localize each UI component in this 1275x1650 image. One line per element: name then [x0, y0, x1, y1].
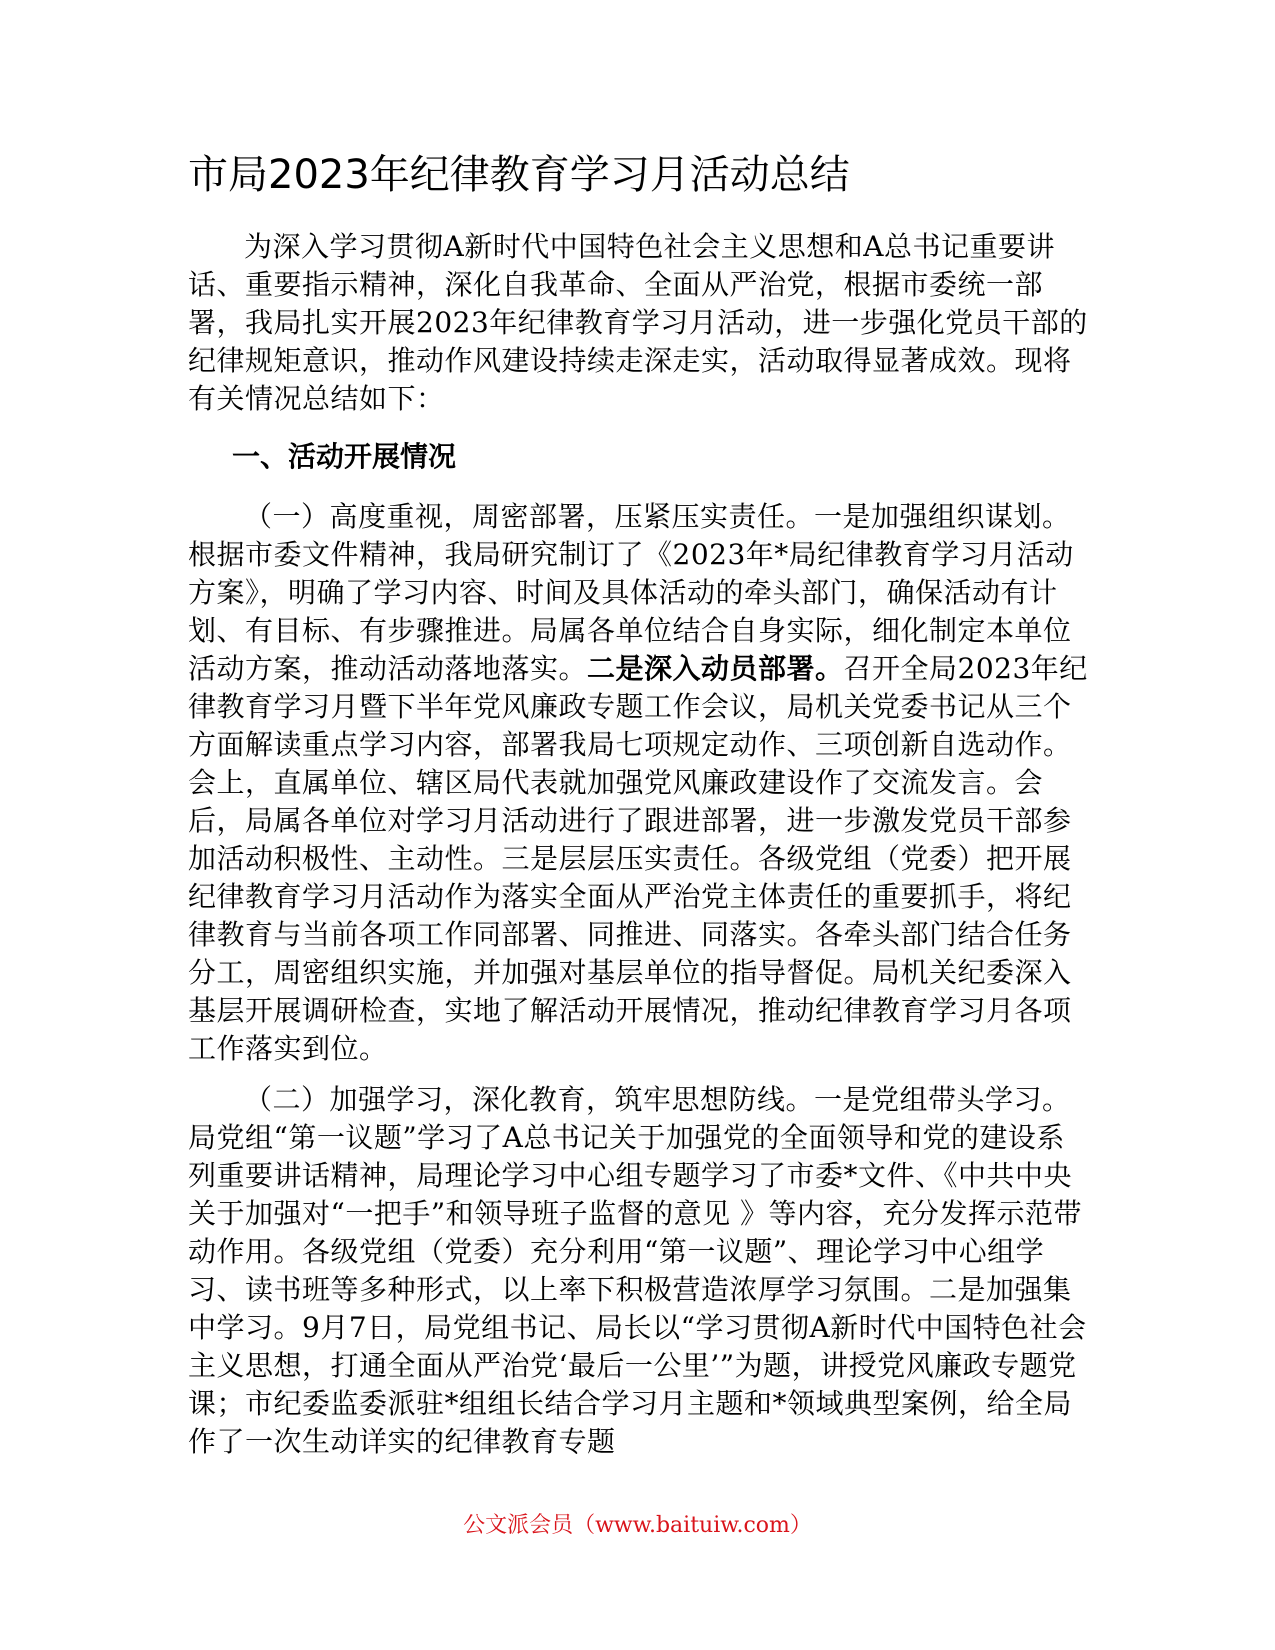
intro-paragraph: 为深入学习贯彻A新时代中国特色社会主义思想和A总书记重要讲话、重要指示精神，深化自我革命、全面从严治党，根据市委统一部署，我局扎实开展2023年纪律教育学习月活动，进一步强化党员干部的纪律规矩意识，推动作风建设持续走深走实，活动取得显著成效。现将有关情况总结如下：	[188, 230, 1088, 415]
section-heading: 一、活动开展情况	[232, 440, 457, 473]
paragraph-2: （二）加强学习，深化教育，筑牢思想防线。一是党组带头学习。局党组“第一议题”学习了A总书记关于加强党的全面领导和党的建设系列重要讲话精神，局理论学习中心组专题学习了市委*文件、《中共中央关于加强对“一把手”和领导班子监督的意见 》等内容，充分发挥示范带动作用。各级党组（党委）充分利用“第一议题”、理论学习中心组学习、读书班等多种形式，以上率下积极营造浓厚学习氛围。二是加强集中学习。9月7日，局党组书记、局长以“学习贯彻A新时代中国特色社会主义思想，打通全面从严治党‘最后一公里’”为题，讲授党风廉政专题党课；市纪委监委派驻*组组长结合学习月主题和*领域典型案例，给全局作了一次生动详实的纪律教育专题	[188, 1083, 1087, 1458]
paragraph-1	[188, 498, 1088, 1068]
paragraph-1-rest: 召开全局2023年纪律教育学习月暨下半年党风廉政专题工作会议，局机关党委书记从三个方面解读重点学习内容，部署我局七项规定动作、三项创新自选动作。会上，直属单位、辖区局代表就加强党风廉政建设作了交流发言。会后，局属各单位对学习月活动进行了跟进部署，进一步激发党员干部参加活动积极性、主动性。三是层层压实责任。各级党组（党委）把开展纪律教育学习月活动作为落实全面从严治党主体责任的重要抓手，将纪律教育与当前各项工作同部署、同推进、同落实。各牵头部门结合任务分工，周密组织实施，并加强对基层单位的指导督促。局机关纪委深入基层开展调研检查，实地了解活动开展情况，推动纪律教育学习月各项工作落实到位。	[188, 652, 1088, 1065]
paragraph-1-lead: （一）高度重视，周密部署，压紧压实责任。一是加强组织谋划。根据市委文件精神，我局研究制订了《2023年*局纪律教育学习月活动方案》，明确了学习内容、时间及具体活动的牵头部门，确保活动有计划、有目标、有步骤推进。局属各单位结合自身实际，细化制定本单位活动方案，推动活动落地落实。	[188, 500, 1074, 685]
paragraph-1-bold: 二是深入动员部署。	[587, 652, 844, 685]
document-title: 市局2023年纪律教育学习月活动总结	[188, 152, 850, 198]
footer-watermark: 公文派会员（www.baituiw.com）	[463, 1513, 812, 1538]
document-body	[188, 228, 1088, 1474]
